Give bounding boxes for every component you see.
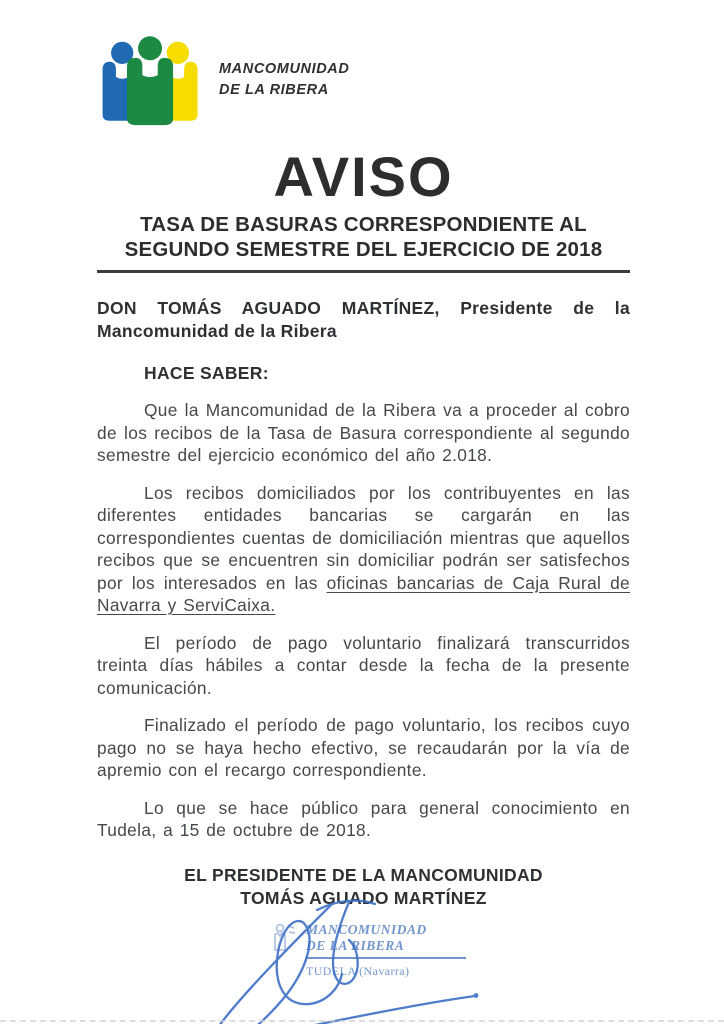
title-divider [97,270,630,273]
signature-area [97,910,630,1024]
signatory-title: EL PRESIDENTE DE LA MANCOMUNIDAD [184,864,543,885]
subtitle-line1: TASA DE BASURAS CORRESPONDIENTE AL [140,213,587,236]
signatory-name: TOMÁS AGUADO MARTÍNEZ [240,887,487,908]
hace-saber-label: HACE SABER: [144,363,269,383]
issuer-statement-line2: Mancomunidad de la Ribera [97,321,337,341]
paragraph-periodo-pago: El período de pago voluntario finalizará transcurridos treinta días hábiles a contar desde la fecha de la presente comunicación. [97,632,630,698]
handwritten-signature [87,896,527,1024]
issuer-statement [97,297,630,343]
paragraph-domiciliados-text: Los recibos domiciliados por los contribuyentes en las diferentes entidades bancarias se cargarán en las correspondientes cuentas de domiciliación mientras que aquellos recibos que se encuentren sin domiciliar podrán ser satisfechos por los interesados en las [97,482,630,593]
scan-edge-artifact [0,1020,724,1022]
organization-name-line1: MANCOMUNIDAD [219,61,350,77]
paragraph-domiciliados [97,482,630,617]
paragraph-publicacion: Lo que se hace público para general conocimiento en Tudela, a 15 de octubre de 2018. [97,797,630,840]
paragraph-apremio: Finalizado el período de pago voluntario, los recibos cuyo pago no se haya hecho efectivo, se recaudarán por la vía de apremio con el recargo correspondiente. [97,715,630,780]
stamp-org-line2: DE LA RIBERA [306,937,405,953]
stamp-org-line1: MANCOMUNIDAD [306,921,427,937]
organization-name-line2: DE LA RIBERA [219,82,329,98]
paragraph-domiciliados-underlined: oficinas bancarias de Caja Rural de Navarra y ServiCaixa. [97,572,630,615]
document-header [97,30,630,128]
subtitle-line2: SEGUNDO SEMESTRE DEL EJERCICIO DE 2018 [124,238,603,261]
page-title: AVISO [273,145,454,208]
mancomunidad-logo-icon [97,31,205,127]
paragraph-cobro: Que la Mancomunidad de la Ribera va a proceder al cobro de los recibos de la Tasa de Basura correspondiente al segundo semestre del ejercicio económico del año 2.018. [97,400,630,465]
stamp-town: TUDELA (Navarra) [306,963,410,978]
page-subtitle [97,212,630,262]
issuer-statement-line1: DON TOMÁS AGUADO MARTÍNEZ, Presidente de la [97,298,630,318]
organization-name [219,57,349,101]
